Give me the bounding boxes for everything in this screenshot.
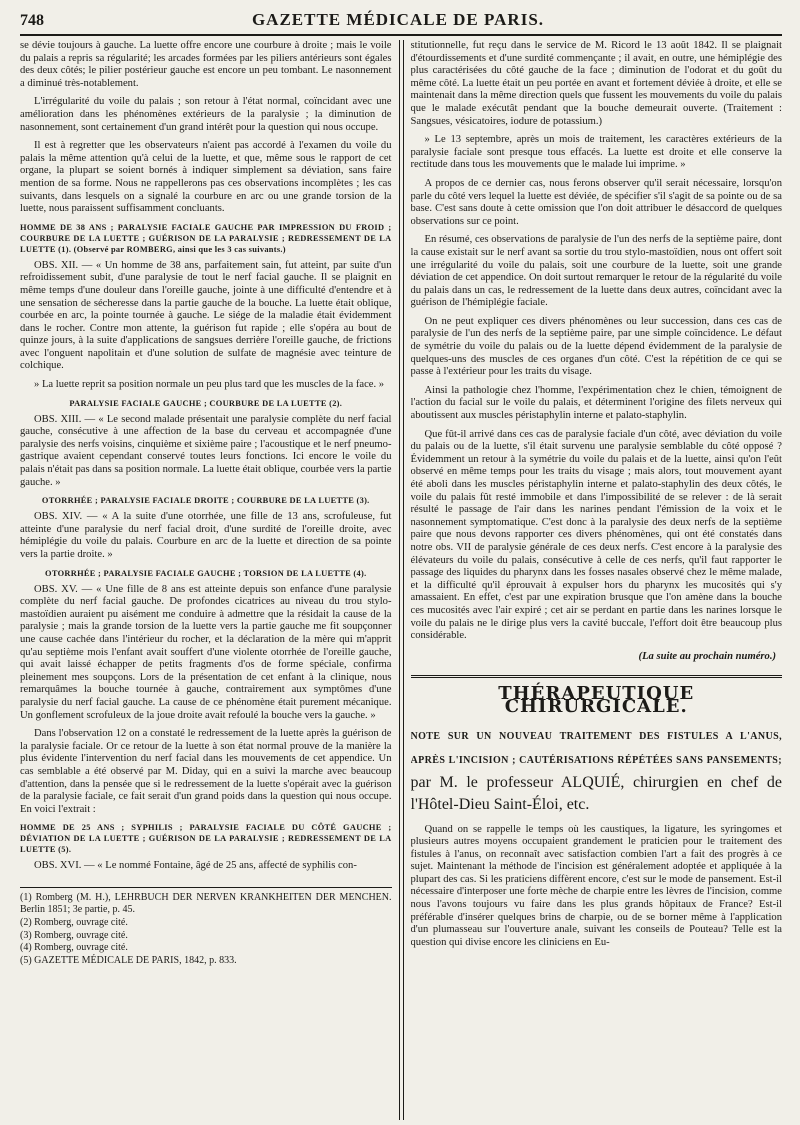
observation: OBS. XVI. — « Le nommé Fontaine, âgé de 25 ans, affecté de syphilis con-	[34, 860, 357, 872]
footnote: (5) GAZETTE MÉDICALE DE PARIS, 1842, p. 833.	[20, 954, 237, 966]
paragraph: Ainsi la pathologie chez l'homme, l'expérimentation chez le chien, témoignent de l'action du facial sur le voile du palais, et déterminent l'origine des filets nerveux qui aboutissent aux muscles péristaphylin interne et palato-staphylin.	[410, 384, 782, 422]
right-column	[411, 40, 783, 1120]
observation: OBS. XIII. — « Le second malade présentait une paralysie complète du nerf facial gauche, consécutive à une affection de la base du cerveau et accompagnée d'une paralysie des nerfs voisins, cinquième et sixième paire ; l'acoustique et le nerf pneumo-gastrique avaient cependant conservé toutes leurs fonctions. Ici encore le voile du palais n'était pas dans sa position normale. La luette était oblique, courbée vers la partie gauche. »	[20, 413, 392, 488]
observation: OBS. XV. — « Une fille de 8 ans est atteinte depuis son enfance d'une paralysie complète du nerf facial gauche. De profondes cicatrices au niveau du trou stylo-mastoïdien auraient pu aisément me conduire à admettre que la résidait la cause de la paralysie ; mais la grande torsion de la luette vers la partie gauche me fit soupçonner une cause cachée dans l'intérieur du rocher, et la déclaration de la mère qui m'apprit qu'au septième mois l'enfant avait souffert d'une violente otorrhée de l'oreille gauche, qui avait laissé échapper de petits fragments d'os de forme spéciale, confirma pleinement mes soupçons. Lors de la présentation de cet enfant à la clinique, nous remarquâmes la bouche tournée à gauche, contrairement aux symptômes d'une paralysie du nerf facial gauche. La cause de ce phénomène était purement mécanique. Un gonflement scrofuleux de la joue droite avait refoulé la bouche vers la gauche. »	[20, 583, 392, 721]
paragraph: Que fût-il arrivé dans ces cas de paralysie faciale d'un côté, avec déviation du voile du palais ou de la luette, s'il était survenu une paralysie semblable du côté opposé ? Évidemment un retour à la symétrie du voile du palais et de la luette, ainsi qu'on l'eût observé en même temps pour les traits du visage ; mais alors, tout mouvement ayant été aboli dans les muscles péristaphylin interne et palato-staphylin des deux côtés, le voile du palais fût resté immobile et dans l'impossibilité de se relever : de là serait résulté le passage de l'air dans les narines pendant l'émission de la voix et le nasonnement symptomatique. C'est donc à la paralysie des deux nerfs de la septième paire que nous devons rapporter ces divers phénomènes, qui ont été constatés dans notre obs. VII de paralysie générale de ces deux nerfs. C'est encore à la paralysie des élévateurs du voile du palais, consécutive à celle de ces nerfs, qu'il faut rapporter le passage des liquides du pharynx dans les fosses nasales observé chez le même malade, et la difficulté qu'il éprouvait à expulser hors du pharynx les mucosités qui s'y amassaient. En effet, c'est par une expiration brusque que l'on amène dans la bouche ces mucosités avec l'air expiré ; cet air se perdant en partie dans les narines lorsque le voile du palais ne le dirige plus vers la cavité buccale, l'effort doit être beaucoup plus considérable.	[410, 428, 782, 642]
paragraph: se dévie toujours à gauche. La luette offre encore une courbure à droite ; mais le voile du palais a repris sa régularité; les arcades formées par les piliers antérieurs sont égales des deux côtés; le pilier postérieur gauche est encore un peu tombant. Le nasonnement a diminué très-notablement.	[20, 40, 392, 89]
paragraph: Dans l'observation 12 on a constaté le redressement de la luette après la guérison de la paralysie faciale. Or ce retour de la luette à son état normal prouve de la manière la plus évidente l'intervention du nerf facial dans les mouvements de cet appendice. Un cas semblable a été observé par M. Diday, qui en a suivi la marche avec beaucoup d'attention, dans la pensée que si le redressement de la luette s'opérait avec la guérison de la paralysie faciale, ce fait serait d'un grand poids dans la question qui nous occupe. En voici l'extrait :	[20, 728, 392, 815]
observation: » La luette reprit sa position normale un peu plus tard que les muscles de la face. »	[34, 379, 385, 391]
observation: OBS. XII. — « Un homme de 38 ans, parfaitement sain, fut atteint, par suite d'un refroidissement subit, d'une paralysie de tout le nerf facial gauche. Il se plaignit en même temps d'une douleur dans l'oreille gauche, jointe à une difficulté d'entendre et à une sensation de sécheresse dans la partie gauche de la bouche. La luette était oblique, courbée en arc, la pointe tournée à gauche. Le siége de la maladie était évidemment dans le rocher. Contre mon attente, la guérison fut rapide ; elle s'opéra au bout de quinze jours, à la suite d'applications de sangsues derrière l'oreille gauche, de frictions avec l'onguent napolitain et d'une solution de sulfate de magnésie avec teinture de colchique.	[20, 259, 392, 372]
paragraph: Quand on se rappelle le temps où les caustiques, la ligature, les syringomes et plusieurs autres moyens occupaient grandement le praticien pour le traitement des fistules à l'anus, on reconnaît avec satisfaction combien l'art a fait des progrès à ce sujet. Maintenant la méthode de l'incision est généralement adoptée et appliquée à la plupart des cas. Si les praticiens diffèrent encore, c'est sur le mode de pansement. Est-il nécessaire d'interposer une forte mèche de charpie entre les lèvres de l'incision, comme nous l'avons toujours vu faire dans les plus grands hôpitaux de France? Est-il préférable d'insérer quelques brins de charpie, ou de se borner même à l'application d'un plumasseau sur l'ouverture anale, suivant les conseils de Pouteau? Telle est la question qui divise encore les cliniciens en Eu-	[410, 823, 782, 948]
paragraph: » Le 13 septembre, après un mois de traitement, les caractères extérieurs de la paralysie faciale sont presque tous effacés. La luette est droite et elle conserve la rectitude dans tous les mouvements que le malade lui imprime. »	[410, 134, 782, 171]
journal-title: GAZETTE MÉDICALE DE PARIS.	[251, 10, 545, 29]
footnote: (4) Romberg, ouvrage cité.	[20, 942, 128, 954]
observation: OBS. XIV. — « A la suite d'une otorrhée, une fille de 13 ans, scrofuleuse, fut atteinte d'une paralysie du nerf facial droit, d'une surdité de l'oreille droite, avec hémiplégie du voile du palais. Courbure en arc de la luette et direction de sa pointe vers la partie droite. »	[20, 511, 392, 560]
footnote-rule	[20, 887, 392, 888]
article-title-caps: NOTE SUR UN NOUVEAU TRAITEMENT DES FISTULES A L'ANUS, APRÈS L'INCISION ; CAUTÉRISATIONS RÉPÉTÉES SANS PANSEMENTS;	[410, 730, 782, 766]
paragraph: On ne peut expliquer ces divers phénomènes ou leur succession, dans ces cas de paralysie de l'un des nerfs de la septième paire, par une simple coïncidence. Le défaut de symétrie du voile du palais ou de la luette dépend évidemment de la paralysie de quelques-uns des muscles de ces organes d'un côté. C'est la répétition de ce qui se passe à l'extérieur pour les traits du visage.	[410, 315, 782, 378]
page-header	[20, 10, 782, 36]
section-rule	[411, 675, 783, 678]
paragraph: L'irrégularité du voile du palais ; son retour à l'état normal, coïncidant avec une amélioration dans les phénomènes extérieurs de la paralysie ; la diminution de nasonnement, sont certainement d'un grand intérêt pour la question qui nous occupe.	[20, 96, 392, 133]
case-heading: OTORRHÉE ; PARALYSIE FACIALE DROITE ; COURBURE DE LA LUETTE (3).	[41, 496, 370, 506]
paragraph: A propos de ce dernier cas, nous ferons observer qu'il serait nécessaire, lorsqu'on parle du côté vers lequel la luette est déviée, de spécifier s'il s'agit de sa pointe ou de sa base. C'est sans doute à cette omission que l'on doit attribuer le désaccord de quelques observations sur ce point.	[410, 177, 782, 227]
article-author: par M. le professeur ALQUIÉ, chirurgien en chef de l'Hôtel-Dieu Saint-Éloi, etc.	[410, 773, 782, 813]
left-column	[20, 40, 392, 1120]
paragraph: Il est à regretter que les observateurs n'aient pas accordé à l'examen du voile du palais la même attention qu'à celui de la luette, et que, même sous le rapport de cet organe, la plupart se soient bornés à indiquer simplement sa déviation, sans faire mention de sa forme. Nous ne rappellerons pas ces observations incomplètes ; les cas suivants, dans lesquels on a signalé la courbure en arc ou une grande torsion de la luette, nous paraissent suffisamment concluants.	[20, 140, 392, 215]
footnote: (2) Romberg, ouvrage cité.	[20, 917, 128, 929]
footnote: (3) Romberg, ouvrage cité.	[20, 929, 128, 941]
footnote: (1) Romberg (M. H.), LEHRBUCH DER NERVEN KRANKHEITEN DER MENCHEN. Berlin 1851; 3e partie, p. 45.	[20, 891, 392, 916]
case-heading: HOMME DE 25 ANS ; SYPHILIS ; PARALYSIE FACIALE DU CÔTÉ GAUCHE ; DÉVIATION DE LA LUETTE ; GUÉRISON DE LA PARALYSIE ; REDRESSEMENT DE LA LUETTE (5).	[20, 823, 392, 855]
article-title	[411, 724, 783, 816]
columns	[20, 40, 782, 1120]
case-heading: PARALYSIE FACIALE GAUCHE ; COURBURE DE LA LUETTE (2).	[69, 398, 343, 408]
continued-note: (La suite au prochain numéro.)	[638, 650, 776, 662]
section-title: THÉRAPEUTIQUE CHIRURGICALE.	[498, 683, 695, 717]
case-heading: OTORRHÉE ; PARALYSIE FACIALE GAUCHE ; TORSION DE LA LUETTE (4).	[45, 568, 367, 578]
paragraph: stitutionnelle, fut reçu dans le service de M. Ricord le 13 août 1842. Il se plaignait d'étourdissements et d'une surdité commençante ; il avait, en outre, une hémiplégie des plus caractérisées du côté gauche de la face ; diminution de l'odorat et du goût du même côté. La luette était un peu portée en avant et fortement déviée à droite, et elle se maintenait dans la même direction quels que fussent les mouvements du voile du palais que le malade exécutât pendant que la bouche demeurait ouverte. (Traitement : Sangsues, vésicatoires, iodure de potassium.)	[410, 40, 782, 127]
page-number: 748	[20, 12, 44, 29]
paragraph: En résumé, ces observations de paralysie de l'un des nerfs de la septième paire, dont la cause existait sur le nerf avant sa sortie du trou stylo-mastoïdien, nous ont offert soit une irrégularité du voile du palais, soit une courbure de la luette, soit une grande déviation de cet appendice. On doit surtout remarquer le retour de la régularité du voile du palais dans un cas, le redressement de la luette dans deux autres, coïncidant avec la guérison de l'hémiplégie faciale.	[410, 234, 782, 309]
column-rule	[399, 40, 404, 1120]
case-heading: HOMME DE 38 ANS ; PARALYSIE FACIALE GAUCHE PAR IMPRESSION DU FROID ; COURBURE DE LA LUETTE ; GUÉRISON DE LA PARALYSIE ; REDRESSEMENT DE LA LUETTE (1). (Observé par ROMBERG, ainsi que les 3 cas suivants.)	[20, 222, 392, 254]
